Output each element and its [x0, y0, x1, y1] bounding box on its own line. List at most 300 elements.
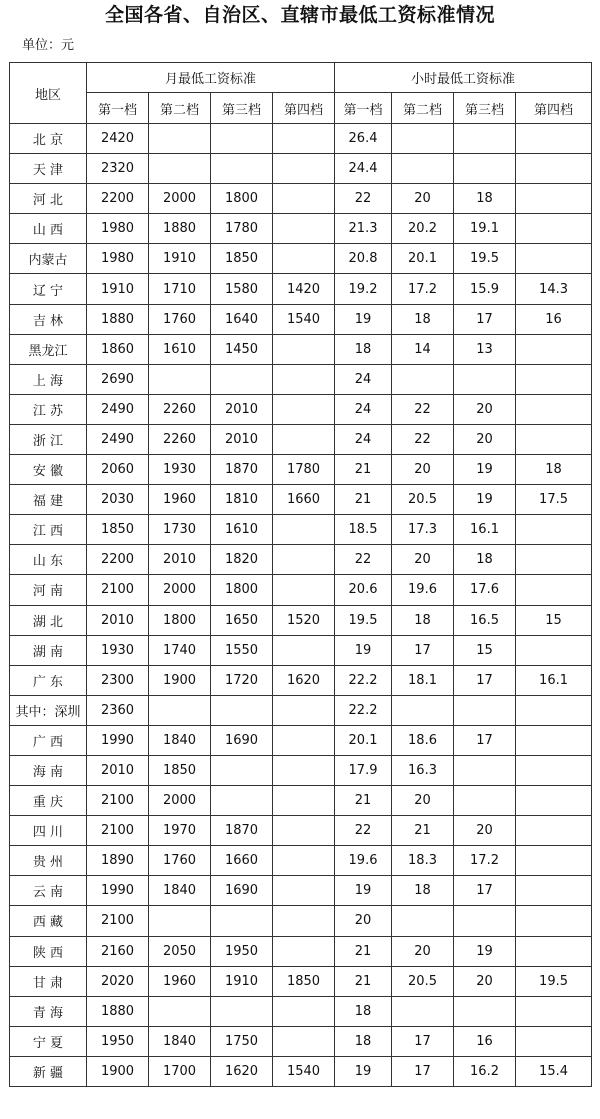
table-body	[10, 124, 592, 1087]
monthly-wage-cell	[273, 515, 335, 545]
hourly-wage-cell: 21	[392, 816, 454, 846]
hourly-wage-cell: 19	[335, 635, 392, 665]
monthly-wage-cell: 1840	[149, 725, 211, 755]
monthly-wage-cell	[273, 846, 335, 876]
monthly-wage-cell: 1990	[87, 876, 149, 906]
table-row	[10, 966, 592, 996]
hourly-wage-cell	[454, 786, 516, 816]
monthly-wage-cell: 2000	[149, 575, 211, 605]
monthly-wage-cell: 1970	[149, 816, 211, 846]
monthly-wage-cell: 2160	[87, 936, 149, 966]
hourly-wage-cell	[454, 695, 516, 725]
hourly-wage-cell: 21	[335, 485, 392, 515]
table-row	[10, 244, 592, 274]
hourly-wage-cell: 17	[454, 304, 516, 334]
region-cell: 河 南	[10, 575, 87, 605]
monthly-wage-cell: 1800	[211, 575, 273, 605]
monthly-wage-cell: 1950	[87, 1026, 149, 1056]
hourly-wage-cell: 20.5	[392, 485, 454, 515]
monthly-wage-cell	[273, 334, 335, 364]
hourly-wage-cell: 17.2	[454, 846, 516, 876]
monthly-wage-cell	[273, 154, 335, 184]
hourly-wage-cell: 16.1	[516, 665, 592, 695]
hourly-wage-cell: 26.4	[335, 124, 392, 154]
monthly-wage-cell	[273, 725, 335, 755]
monthly-wage-cell: 1780	[273, 455, 335, 485]
hourly-wage-cell: 18.3	[392, 846, 454, 876]
hourly-wage-cell: 20	[392, 184, 454, 214]
monthly-wage-cell: 2000	[149, 786, 211, 816]
hourly-wage-cell	[516, 244, 592, 274]
monthly-wage-cell	[273, 394, 335, 424]
hourly-wage-cell: 16	[516, 304, 592, 334]
hourly-wage-cell: 22.2	[335, 665, 392, 695]
table-row	[10, 996, 592, 1026]
monthly-wage-cell: 1990	[87, 725, 149, 755]
monthly-wage-cell: 2100	[87, 906, 149, 936]
monthly-wage-cell: 1520	[273, 605, 335, 635]
region-cell: 江 西	[10, 515, 87, 545]
monthly-wage-cell	[273, 996, 335, 1026]
monthly-tier-header: 第二档	[149, 93, 211, 124]
hourly-wage-cell	[454, 996, 516, 1026]
region-cell: 新 疆	[10, 1056, 87, 1086]
monthly-wage-cell: 2420	[87, 124, 149, 154]
monthly-wage-cell: 1540	[273, 304, 335, 334]
hourly-wage-cell: 19.6	[335, 846, 392, 876]
monthly-wage-cell: 1620	[211, 1056, 273, 1086]
table-row	[10, 485, 592, 515]
hourly-wage-cell: 14	[392, 334, 454, 364]
monthly-wage-cell: 1760	[149, 304, 211, 334]
monthly-wage-cell: 1890	[87, 846, 149, 876]
monthly-tier-header: 第四档	[273, 93, 335, 124]
monthly-wage-cell: 2360	[87, 695, 149, 725]
hourly-wage-cell: 19.2	[335, 274, 392, 304]
hourly-wage-cell: 17	[454, 725, 516, 755]
hourly-wage-cell: 15	[454, 635, 516, 665]
monthly-wage-cell	[273, 184, 335, 214]
hourly-wage-cell	[516, 635, 592, 665]
region-cell: 湖 北	[10, 605, 87, 635]
monthly-wage-cell	[211, 996, 273, 1026]
monthly-wage-cell: 2200	[87, 184, 149, 214]
monthly-wage-cell: 1870	[211, 816, 273, 846]
monthly-wage-cell: 1540	[273, 1056, 335, 1086]
hourly-wage-cell	[392, 695, 454, 725]
monthly-wage-cell	[211, 124, 273, 154]
monthly-wage-cell: 1980	[87, 214, 149, 244]
monthly-wage-cell: 1760	[149, 846, 211, 876]
monthly-wage-cell	[273, 906, 335, 936]
monthly-wage-cell	[149, 364, 211, 394]
hourly-wage-cell: 20	[392, 936, 454, 966]
hourly-wage-cell: 19	[335, 1056, 392, 1086]
monthly-wage-cell	[149, 906, 211, 936]
hourly-wage-cell: 15.9	[454, 274, 516, 304]
hourly-wage-cell: 22.2	[335, 695, 392, 725]
region-cell: 云 南	[10, 876, 87, 906]
monthly-wage-cell	[273, 1026, 335, 1056]
hourly-wage-cell: 14.3	[516, 274, 592, 304]
monthly-wage-cell: 1840	[149, 876, 211, 906]
monthly-wage-cell: 2200	[87, 545, 149, 575]
region-cell: 其中：深圳	[10, 695, 87, 725]
table-row	[10, 455, 592, 485]
hourly-wage-cell	[454, 154, 516, 184]
hourly-wage-cell: 17.6	[454, 575, 516, 605]
hourly-wage-cell	[392, 154, 454, 184]
hourly-wage-cell	[516, 906, 592, 936]
monthly-wage-cell: 1850	[211, 244, 273, 274]
hourly-wage-cell	[516, 394, 592, 424]
region-cell: 海 南	[10, 755, 87, 785]
hourly-wage-cell: 15	[516, 605, 592, 635]
monthly-wage-cell	[211, 154, 273, 184]
hourly-wage-cell	[516, 124, 592, 154]
monthly-wage-cell	[273, 786, 335, 816]
region-header: 地区	[10, 63, 87, 124]
monthly-wage-cell	[273, 695, 335, 725]
hourly-wage-cell: 18	[392, 304, 454, 334]
monthly-tier-header: 第三档	[211, 93, 273, 124]
monthly-wage-cell: 2320	[87, 154, 149, 184]
hourly-wage-cell	[516, 424, 592, 454]
region-cell: 安 徽	[10, 455, 87, 485]
hourly-wage-cell: 19.1	[454, 214, 516, 244]
table-row	[10, 424, 592, 454]
hourly-wage-cell: 20.2	[392, 214, 454, 244]
hourly-wage-cell: 24	[335, 394, 392, 424]
hourly-wage-cell: 18	[392, 876, 454, 906]
region-cell: 吉 林	[10, 304, 87, 334]
monthly-wage-cell	[273, 545, 335, 575]
region-cell: 辽 宁	[10, 274, 87, 304]
hourly-wage-cell: 17.9	[335, 755, 392, 785]
region-cell: 内蒙古	[10, 244, 87, 274]
monthly-wage-cell	[273, 244, 335, 274]
monthly-wage-cell: 1820	[211, 545, 273, 575]
hourly-wage-cell: 21	[335, 966, 392, 996]
table-row	[10, 665, 592, 695]
hourly-wage-cell: 18	[335, 996, 392, 1026]
region-cell: 湖 南	[10, 635, 87, 665]
hourly-wage-cell: 18	[454, 545, 516, 575]
monthly-wage-cell: 2690	[87, 364, 149, 394]
monthly-wage-cell	[273, 635, 335, 665]
monthly-wage-cell: 1690	[211, 725, 273, 755]
monthly-wage-cell: 1850	[273, 966, 335, 996]
hourly-wage-cell: 20	[454, 816, 516, 846]
monthly-wage-cell: 2020	[87, 966, 149, 996]
hourly-wage-cell: 20.1	[335, 725, 392, 755]
monthly-wage-cell: 1720	[211, 665, 273, 695]
table-row	[10, 304, 592, 334]
monthly-wage-cell: 2050	[149, 936, 211, 966]
monthly-wage-cell: 2010	[87, 755, 149, 785]
monthly-wage-cell: 1450	[211, 334, 273, 364]
monthly-wage-cell: 2100	[87, 816, 149, 846]
hourly-wage-cell: 20.5	[392, 966, 454, 996]
hourly-wage-cell: 17	[454, 665, 516, 695]
table-row	[10, 816, 592, 846]
hourly-wage-cell: 16.2	[454, 1056, 516, 1086]
table-row	[10, 394, 592, 424]
hourly-wage-cell	[516, 725, 592, 755]
monthly-wage-cell: 1690	[211, 876, 273, 906]
hourly-wage-cell: 22	[335, 816, 392, 846]
table-row	[10, 274, 592, 304]
hourly-wage-cell	[454, 906, 516, 936]
hourly-tier-header: 第一档	[335, 93, 392, 124]
monthly-wage-cell: 2490	[87, 424, 149, 454]
hourly-wage-cell	[392, 124, 454, 154]
hourly-wage-cell: 20	[392, 786, 454, 816]
hourly-wage-cell: 18.1	[392, 665, 454, 695]
monthly-wage-cell: 1870	[211, 455, 273, 485]
table-row	[10, 214, 592, 244]
monthly-wage-cell: 1800	[211, 184, 273, 214]
table-row	[10, 846, 592, 876]
monthly-wage-cell	[149, 996, 211, 1026]
monthly-wage-cell: 1750	[211, 1026, 273, 1056]
monthly-wage-cell: 2260	[149, 424, 211, 454]
monthly-wage-cell	[273, 876, 335, 906]
region-cell: 西 藏	[10, 906, 87, 936]
monthly-wage-cell	[149, 154, 211, 184]
hourly-wage-cell: 18.5	[335, 515, 392, 545]
hourly-wage-cell: 17.2	[392, 274, 454, 304]
hourly-wage-cell: 20	[454, 394, 516, 424]
table-row	[10, 936, 592, 966]
hourly-wage-cell	[392, 906, 454, 936]
hourly-wage-cell	[516, 936, 592, 966]
monthly-wage-cell: 1800	[149, 605, 211, 635]
hourly-wage-cell	[516, 334, 592, 364]
hourly-wage-cell: 18.6	[392, 725, 454, 755]
hourly-wage-cell	[516, 545, 592, 575]
hourly-wage-cell: 19.5	[516, 966, 592, 996]
table-row	[10, 575, 592, 605]
monthly-wage-cell	[273, 364, 335, 394]
region-cell: 黑龙江	[10, 334, 87, 364]
hourly-tier-header: 第四档	[516, 93, 592, 124]
hourly-wage-cell: 19.5	[454, 244, 516, 274]
region-cell: 四 川	[10, 816, 87, 846]
region-cell: 陕 西	[10, 936, 87, 966]
monthly-wage-cell: 1700	[149, 1056, 211, 1086]
hourly-wage-cell: 17.5	[516, 485, 592, 515]
region-cell: 山 东	[10, 545, 87, 575]
hourly-wage-cell: 20	[392, 455, 454, 485]
hourly-wage-cell: 17	[392, 1056, 454, 1086]
monthly-wage-cell: 1740	[149, 635, 211, 665]
hourly-wage-cell: 17	[392, 1026, 454, 1056]
hourly-wage-cell: 21.3	[335, 214, 392, 244]
region-cell: 贵 州	[10, 846, 87, 876]
region-cell: 河 北	[10, 184, 87, 214]
monthly-tier-header: 第一档	[87, 93, 149, 124]
monthly-wage-cell: 1650	[211, 605, 273, 635]
hourly-wage-cell: 16	[454, 1026, 516, 1056]
monthly-wage-cell: 1580	[211, 274, 273, 304]
hourly-wage-cell: 20	[392, 545, 454, 575]
hourly-tier-header: 第二档	[392, 93, 454, 124]
hourly-header: 小时最低工资标准	[335, 63, 592, 93]
monthly-wage-cell: 2010	[149, 545, 211, 575]
hourly-wage-cell	[516, 816, 592, 846]
monthly-wage-cell: 1860	[87, 334, 149, 364]
hourly-wage-cell: 18	[335, 334, 392, 364]
monthly-wage-cell: 1880	[87, 996, 149, 1026]
table-row	[10, 515, 592, 545]
monthly-wage-cell	[273, 214, 335, 244]
region-cell: 青 海	[10, 996, 87, 1026]
hourly-wage-cell: 19	[335, 304, 392, 334]
region-cell: 广 东	[10, 665, 87, 695]
hourly-wage-cell: 17	[392, 635, 454, 665]
hourly-wage-cell: 18	[516, 455, 592, 485]
hourly-wage-cell: 16.5	[454, 605, 516, 635]
monthly-wage-cell	[211, 906, 273, 936]
hourly-wage-cell: 22	[392, 424, 454, 454]
monthly-wage-cell	[273, 816, 335, 846]
hourly-wage-cell	[516, 154, 592, 184]
hourly-wage-cell: 17	[454, 876, 516, 906]
monthly-wage-cell: 1880	[149, 214, 211, 244]
monthly-wage-cell	[273, 755, 335, 785]
monthly-wage-cell: 1620	[273, 665, 335, 695]
hourly-wage-cell	[516, 695, 592, 725]
monthly-wage-cell: 1930	[87, 635, 149, 665]
monthly-wage-cell: 2060	[87, 455, 149, 485]
table-row	[10, 725, 592, 755]
monthly-wage-cell: 2490	[87, 394, 149, 424]
monthly-wage-cell: 2100	[87, 786, 149, 816]
hourly-wage-cell: 18	[335, 1026, 392, 1056]
monthly-wage-cell: 1850	[149, 755, 211, 785]
monthly-wage-cell: 1880	[87, 304, 149, 334]
hourly-wage-cell: 22	[335, 545, 392, 575]
table-row	[10, 184, 592, 214]
hourly-wage-cell: 20	[454, 966, 516, 996]
hourly-wage-cell	[454, 124, 516, 154]
monthly-wage-cell	[273, 936, 335, 966]
hourly-wage-cell: 19	[454, 485, 516, 515]
monthly-wage-cell: 2010	[211, 394, 273, 424]
hourly-wage-cell: 13	[454, 334, 516, 364]
hourly-wage-cell	[392, 364, 454, 394]
hourly-wage-cell	[516, 515, 592, 545]
monthly-wage-cell: 1950	[211, 936, 273, 966]
monthly-wage-cell	[211, 786, 273, 816]
hourly-wage-cell: 15.4	[516, 1056, 592, 1086]
monthly-wage-cell: 1550	[211, 635, 273, 665]
monthly-wage-cell: 1980	[87, 244, 149, 274]
monthly-wage-cell: 1840	[149, 1026, 211, 1056]
monthly-wage-cell: 1660	[273, 485, 335, 515]
monthly-wage-cell	[211, 755, 273, 785]
hourly-wage-cell: 21	[335, 455, 392, 485]
hourly-wage-cell: 16.3	[392, 755, 454, 785]
monthly-wage-cell: 1900	[149, 665, 211, 695]
monthly-wage-cell: 1810	[211, 485, 273, 515]
region-cell: 山 西	[10, 214, 87, 244]
hourly-wage-cell: 19	[335, 876, 392, 906]
hourly-wage-cell: 20	[335, 906, 392, 936]
table-row	[10, 334, 592, 364]
monthly-wage-cell: 2300	[87, 665, 149, 695]
table-row	[10, 876, 592, 906]
monthly-wage-cell	[273, 124, 335, 154]
region-cell: 广 西	[10, 725, 87, 755]
hourly-wage-cell: 22	[392, 394, 454, 424]
table-row	[10, 695, 592, 725]
monthly-wage-cell	[149, 124, 211, 154]
table-row	[10, 545, 592, 575]
monthly-wage-cell: 1850	[87, 515, 149, 545]
hourly-wage-cell: 17.3	[392, 515, 454, 545]
table-row	[10, 124, 592, 154]
hourly-wage-cell: 19.6	[392, 575, 454, 605]
hourly-wage-cell: 19.5	[335, 605, 392, 635]
monthly-wage-cell	[273, 424, 335, 454]
hourly-tier-header: 第三档	[454, 93, 516, 124]
hourly-wage-cell	[516, 214, 592, 244]
hourly-wage-cell: 19	[454, 455, 516, 485]
hourly-wage-cell: 19	[454, 936, 516, 966]
hourly-wage-cell: 20.1	[392, 244, 454, 274]
region-cell: 上 海	[10, 364, 87, 394]
table-row	[10, 906, 592, 936]
table-row	[10, 605, 592, 635]
hourly-wage-cell	[516, 786, 592, 816]
region-cell: 甘 肃	[10, 966, 87, 996]
hourly-wage-cell	[516, 755, 592, 785]
hourly-wage-cell: 20	[454, 424, 516, 454]
monthly-wage-cell: 1610	[149, 334, 211, 364]
hourly-wage-cell	[516, 846, 592, 876]
monthly-wage-cell: 2010	[211, 424, 273, 454]
hourly-wage-cell: 18	[454, 184, 516, 214]
monthly-wage-cell	[211, 695, 273, 725]
monthly-header: 月最低工资标准	[87, 63, 335, 93]
monthly-wage-cell: 1960	[149, 966, 211, 996]
hourly-wage-cell: 20.6	[335, 575, 392, 605]
hourly-wage-cell: 21	[335, 786, 392, 816]
hourly-wage-cell: 22	[335, 184, 392, 214]
hourly-wage-cell: 24	[335, 424, 392, 454]
monthly-wage-cell: 1900	[87, 1056, 149, 1086]
monthly-wage-cell: 2010	[87, 605, 149, 635]
table-row	[10, 755, 592, 785]
hourly-wage-cell	[392, 996, 454, 1026]
hourly-wage-cell: 18	[392, 605, 454, 635]
region-cell: 宁 夏	[10, 1026, 87, 1056]
hourly-wage-cell	[516, 575, 592, 605]
hourly-wage-cell	[454, 364, 516, 394]
monthly-wage-cell: 1960	[149, 485, 211, 515]
region-cell: 北 京	[10, 124, 87, 154]
monthly-wage-cell: 1930	[149, 455, 211, 485]
minimum-wage-table	[9, 62, 592, 1087]
hourly-wage-cell	[516, 876, 592, 906]
monthly-wage-cell: 2030	[87, 485, 149, 515]
hourly-wage-cell: 16.1	[454, 515, 516, 545]
monthly-wage-cell: 2260	[149, 394, 211, 424]
monthly-wage-cell	[211, 364, 273, 394]
hourly-wage-cell	[516, 1026, 592, 1056]
